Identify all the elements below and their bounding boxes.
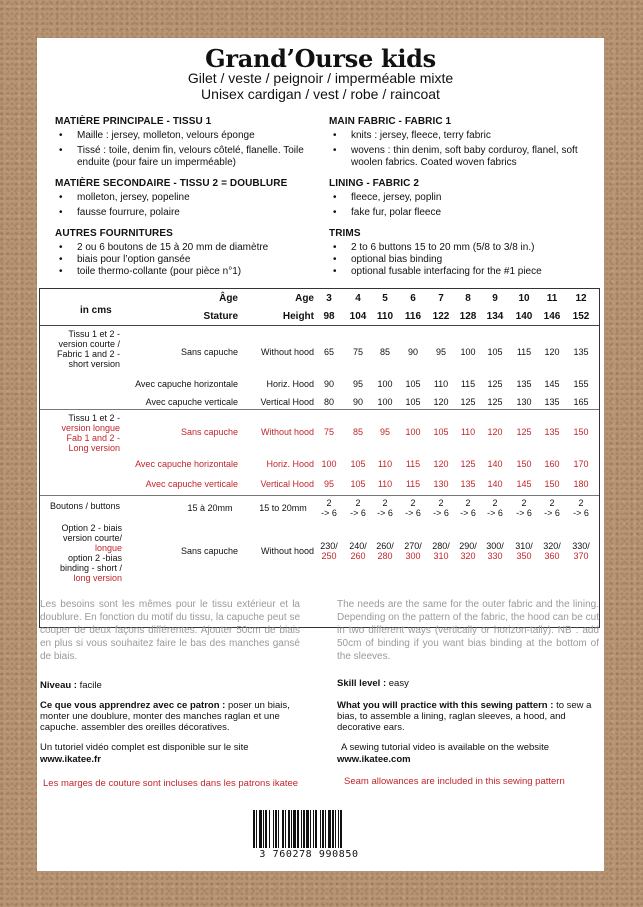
- stature-label-fr: Stature: [203, 311, 238, 322]
- table-cell: 125: [487, 379, 503, 389]
- buttons-count-bottom: -> 6: [460, 508, 476, 518]
- table-cell: 145: [516, 479, 532, 489]
- row-label-fr: Sans capuche: [180, 347, 238, 357]
- barcode: [245, 810, 373, 860]
- buttons-count-top: 2: [578, 498, 584, 508]
- list-item: • Maille : jersey, molleton, velours éponge: [55, 130, 330, 142]
- row-label-fr: Avec capuche verticale: [145, 479, 238, 489]
- option-cell-bottom: 310: [433, 551, 449, 561]
- level-en: Skill level : easy: [337, 678, 409, 689]
- table-cell: 100: [377, 397, 393, 407]
- barcode-bar: [301, 810, 302, 848]
- height-cell: 140: [515, 311, 533, 322]
- list-item: • biais pour l’option gansée: [55, 254, 330, 266]
- height-cell: 122: [432, 311, 450, 322]
- table-cell: 140: [487, 479, 503, 489]
- buttons-count-top: 2: [521, 498, 527, 508]
- list-item: • wovens : thin denim, soft baby corduroy, flanel, soft woolen fabrics. Coated woven fabrics: [329, 145, 599, 169]
- supplies-heading-fr: AUTRES FOURNITURES: [55, 228, 173, 239]
- age-cell: 4: [355, 293, 361, 304]
- barcode-bar: [313, 810, 314, 848]
- list-item: • Tissé : toile, denim fin, velours côtelé, flanelle. Toile enduite (pour faire un imperméable): [55, 145, 330, 169]
- barcode-bar: [306, 810, 309, 848]
- barcode-bar: [315, 810, 317, 848]
- height-cell: 110: [376, 311, 394, 322]
- table-cell: 100: [460, 347, 476, 357]
- table-cell: 75: [323, 427, 334, 437]
- age-cell: 8: [465, 293, 471, 304]
- table-cell: 115: [405, 459, 421, 469]
- table-cell: 80: [323, 397, 334, 407]
- barcode-bar: [291, 810, 292, 848]
- height-cell: 152: [572, 311, 590, 322]
- table-cell: 115: [460, 379, 476, 389]
- barcode-bar: [275, 810, 277, 848]
- buttons-count-top: 2: [465, 498, 471, 508]
- table-cell: 90: [407, 347, 418, 357]
- table-cell: 145: [544, 379, 560, 389]
- table-cell: 110: [377, 459, 393, 469]
- option-cell-top: 300/: [486, 541, 504, 551]
- row-label-en: Horiz. Hood: [266, 459, 314, 469]
- height-cell: 104: [349, 311, 367, 322]
- table-cell: 180: [573, 479, 589, 489]
- learn-en: What you will practice with this sewing pattern : to sew a bias, to assemble a lining, raglan sleeves, a hood, and decorative ears.: [337, 700, 592, 733]
- supplies-list-fr: [55, 242, 330, 278]
- table-cell: 120: [487, 427, 503, 437]
- table-cell: 95: [379, 427, 390, 437]
- option-label-en: Without hood: [260, 546, 314, 556]
- barcode-bar: [340, 810, 342, 848]
- age-cell: 10: [518, 293, 530, 304]
- buttons-count-top: 2: [492, 498, 498, 508]
- barcode-bar: [285, 810, 286, 848]
- barcode-bar: [297, 810, 299, 848]
- list-item: • fausse fourrure, polaire: [55, 207, 330, 219]
- age-cell: 11: [546, 293, 558, 304]
- seam-allowance-fr: Les marges de couture sont incluses dans les patrons ikatee: [43, 778, 299, 789]
- subtitle-en: Unisex cardigan / vest / robe / raincoat: [201, 86, 440, 102]
- barcode-bar: [278, 810, 279, 848]
- buttons-count-bottom: -> 6: [405, 508, 421, 518]
- table-cell: 95: [352, 379, 363, 389]
- table-cell: 100: [321, 459, 337, 469]
- row-label-fr: Avec capuche horizontale: [135, 379, 238, 389]
- option-cell-top: 290/: [459, 541, 477, 551]
- buttons-count-bottom: -> 6: [544, 508, 560, 518]
- barcode-bar: [293, 810, 296, 848]
- option-cell-bottom: 260: [350, 551, 366, 561]
- height-label-en: Height: [282, 311, 314, 322]
- table-cell: 75: [352, 347, 363, 357]
- buttons-size-en: 15 to 20mm: [259, 503, 307, 513]
- option-cell-bottom: 320: [460, 551, 476, 561]
- barcode-bar: [253, 810, 255, 848]
- buttons-count-bottom: -> 6: [350, 508, 366, 518]
- height-cell: 98: [323, 311, 335, 322]
- subtitle-fr: Gilet / veste / peignoir / imperméable mixte: [187, 70, 454, 86]
- table-cell: 125: [487, 397, 503, 407]
- website-link-fr[interactable]: www.ikatee.fr: [40, 754, 101, 765]
- barcode-bar: [259, 810, 262, 848]
- seam-allowance-en: Seam allowances are included in this sewing pattern: [344, 776, 565, 787]
- option-cell-bottom: 330: [487, 551, 503, 561]
- table-cell: 90: [323, 379, 334, 389]
- notes-paragraph-en: The needs are the same for the outer fabric and the lining. Depending on the pattern of the fabric, the hood can be cut in two different ways (vertically or horizon-tally). NB : add 50cm of binding if you want bias binding at the bottom of the sleeves.: [337, 599, 599, 662]
- table-cell: 165: [573, 397, 589, 407]
- height-cell: 128: [459, 311, 477, 322]
- barcode-bar: [322, 810, 324, 848]
- main-fabric-heading-en: MAIN FABRIC - FABRIC 1: [329, 116, 452, 127]
- table-cell: 95: [323, 479, 334, 489]
- option-cell-bottom: 370: [573, 551, 589, 561]
- table-cell: 95: [435, 347, 446, 357]
- video-fr: Un tutoriel vidéo complet est disponible sur le site: [40, 742, 249, 753]
- table-cell: 90: [352, 397, 363, 407]
- lining-heading-fr: MATIÈRE SECONDAIRE - TISSU 2 = DOUBLURE: [55, 178, 288, 189]
- age-cell: 9: [492, 293, 498, 304]
- main-fabric-list-en: [329, 130, 599, 169]
- table-cell: 105: [433, 427, 449, 437]
- option-cell-bottom: 250: [321, 551, 337, 561]
- level-fr: Niveau : facile: [40, 680, 102, 691]
- list-item: • optional fusable interfacing for the #1 piece: [329, 266, 599, 278]
- video-en: A sewing tutorial video is available on the website: [341, 742, 550, 753]
- table-cell: 135: [460, 479, 476, 489]
- age-cell: 3: [326, 293, 332, 304]
- table-cell: 85: [379, 347, 390, 357]
- table-cell: 105: [405, 397, 421, 407]
- barcode-bar: [310, 810, 311, 848]
- table-cell: 140: [487, 459, 503, 469]
- buttons-count-top: 2: [549, 498, 555, 508]
- table-cell: 120: [544, 347, 560, 357]
- table-cell: 135: [516, 379, 532, 389]
- notes-paragraph-fr: Les besoins sont les mêmes pour le tissu extérieur et la doublure. En fonction du motif du tissu, la capuche peut se couper de deux façons différentes. Ajouter 50cm de biais en plus si vous souhaitez faire le bas des manches gansé de biais.: [40, 599, 300, 662]
- table-cell: 150: [544, 479, 560, 489]
- table-cell: 115: [405, 479, 421, 489]
- table-cell: 110: [460, 427, 476, 437]
- buttons-count-bottom: -> 6: [377, 508, 393, 518]
- list-item: • molleton, jersey, popeline: [55, 192, 330, 204]
- age-label-en: Age: [295, 293, 314, 304]
- main-fabric-heading-fr: MATIÈRE PRINCIPALE - TISSU 1: [55, 116, 212, 127]
- table-cell: 115: [516, 347, 532, 357]
- buttons-size-fr: 15 à 20mm: [187, 503, 233, 513]
- barcode-bar: [265, 810, 267, 848]
- option-cell-top: 270/: [404, 541, 422, 551]
- table-cell: 65: [323, 347, 334, 357]
- height-cell: 116: [404, 311, 422, 322]
- barcode-digits: 3 760278 990850: [259, 849, 359, 860]
- table-cell: 125: [516, 427, 532, 437]
- option-cell-bottom: 280: [377, 551, 393, 561]
- buttons-count-top: 2: [382, 498, 388, 508]
- option-cell-bottom: 350: [516, 551, 532, 561]
- fabric-requirements-fr: [55, 116, 330, 278]
- option-label-fr: Sans capuche: [180, 546, 238, 556]
- option-cell-bottom: 360: [544, 551, 560, 561]
- buttons-count-bottom: -> 6: [516, 508, 532, 518]
- barcode-bar: [282, 810, 284, 848]
- lining-list-en: [329, 192, 599, 219]
- table-cell: 125: [460, 459, 476, 469]
- table-cell: 135: [544, 427, 560, 437]
- barcode-bar: [288, 810, 290, 848]
- option-label: Option 2 - biais version courte/ longue option 2 -bias binding - short / long version: [59, 523, 122, 583]
- barcode-bar: [335, 810, 336, 848]
- barcode-bar: [338, 810, 339, 848]
- age-cell: 5: [382, 293, 388, 304]
- barcode-bar: [303, 810, 305, 848]
- table-cell: 105: [350, 479, 366, 489]
- header-divider: [40, 325, 599, 326]
- buttons-count-top: 2: [438, 498, 444, 508]
- row-label-en: Without hood: [260, 427, 314, 437]
- table-cell: 120: [433, 459, 449, 469]
- trims-heading-en: TRIMS: [329, 228, 361, 239]
- barcode-bar: [328, 810, 331, 848]
- buttons-count-top: 2: [326, 498, 332, 508]
- buttons-label: Boutons / buttons: [49, 501, 120, 511]
- table-cell: 160: [544, 459, 560, 469]
- buttons-count-bottom: -> 6: [487, 508, 503, 518]
- table-cell: 130: [433, 479, 449, 489]
- list-item: • optional bias binding: [329, 254, 599, 266]
- option-cell-top: 240/: [349, 541, 367, 551]
- row-label-en: Vertical Hood: [260, 479, 314, 489]
- table-cell: 130: [516, 397, 532, 407]
- table-cell: 170: [573, 459, 589, 469]
- list-item: • 2 to 6 buttons 15 to 20 mm (5/8 to 3/8 in.): [329, 242, 599, 254]
- group-label-short: Tissu 1 et 2 - version courte / Fabric 1 and 2 - short version: [56, 329, 120, 369]
- table-cell: 85: [352, 427, 363, 437]
- row-label-en: Horiz. Hood: [266, 379, 314, 389]
- list-item: • toile thermo-collante (pour pièce n°1): [55, 266, 330, 278]
- barcode-bar: [269, 810, 270, 848]
- group-divider: [40, 409, 599, 410]
- barcode-bar: [263, 810, 264, 848]
- table-cell: 135: [544, 397, 560, 407]
- barcode-bar: [256, 810, 257, 848]
- table-cell: 105: [350, 459, 366, 469]
- buttons-count-top: 2: [355, 498, 361, 508]
- height-cell: 146: [543, 311, 561, 322]
- main-fabric-list-fr: [55, 130, 330, 169]
- option-cell-top: 230/: [320, 541, 338, 551]
- age-cell: 6: [410, 293, 416, 304]
- unit-label: in cms: [80, 305, 112, 316]
- age-cell: 7: [438, 293, 444, 304]
- row-label-fr: Avec capuche horizontale: [135, 459, 238, 469]
- row-label-en: Without hood: [260, 347, 314, 357]
- table-cell: 125: [460, 397, 476, 407]
- list-item: • 2 ou 6 boutons de 15 à 20 mm de diamètre: [55, 242, 330, 254]
- height-cell: 134: [486, 311, 504, 322]
- row-label-fr: Sans capuche: [180, 427, 238, 437]
- table-cell: 120: [433, 397, 449, 407]
- table-cell: 110: [377, 479, 393, 489]
- table-cell: 100: [405, 427, 421, 437]
- lining-list-fr: [55, 192, 330, 219]
- learn-fr: Ce que vous apprendrez avec ce patron : poser un biais, monter une doublure, monter des manches raglan et une capuche. assembler des oreilles décoratives.: [40, 700, 290, 733]
- table-cell: 150: [516, 459, 532, 469]
- age-cell: 12: [575, 293, 587, 304]
- table-cell: 110: [433, 379, 449, 389]
- buttons-count-bottom: -> 6: [433, 508, 449, 518]
- barcode-bar: [320, 810, 321, 848]
- list-item: • knits : jersey, fleece, terry fabric: [329, 130, 599, 142]
- barcode-bar: [332, 810, 334, 848]
- table-cell: 135: [573, 347, 589, 357]
- barcode-bar: [325, 810, 326, 848]
- lining-heading-en: LINING - FABRIC 2: [329, 178, 420, 189]
- row-label-en: Vertical Hood: [260, 397, 314, 407]
- instruction-sheet: [37, 38, 604, 871]
- list-item: • fake fur, polar fleece: [329, 207, 599, 219]
- barcode-bars: [253, 810, 369, 848]
- buttons-count-bottom: -> 6: [321, 508, 337, 518]
- trims-list-en: [329, 242, 599, 278]
- table-cell: 105: [405, 379, 421, 389]
- option-cell-top: 260/: [376, 541, 394, 551]
- buttons-count-bottom: -> 6: [573, 508, 589, 518]
- website-link-en[interactable]: www.ikatee.com: [337, 754, 411, 765]
- table-cell: 100: [377, 379, 393, 389]
- yardage-table: [39, 288, 600, 628]
- table-cell: 150: [573, 427, 589, 437]
- group-divider: [40, 495, 599, 496]
- age-label-fr: Âge: [219, 293, 238, 304]
- pattern-title: Grand’Ourse kids: [205, 44, 436, 73]
- option-cell-top: 280/: [432, 541, 450, 551]
- option-cell-bottom: 300: [405, 551, 421, 561]
- list-item: • fleece, jersey, poplin: [329, 192, 599, 204]
- option-cell-top: 320/: [543, 541, 561, 551]
- table-cell: 105: [487, 347, 503, 357]
- table-cell: 155: [573, 379, 589, 389]
- option-cell-top: 310/: [515, 541, 533, 551]
- barcode-bar: [273, 810, 274, 848]
- fabric-requirements-en: [329, 116, 599, 278]
- row-label-fr: Avec capuche verticale: [145, 397, 238, 407]
- group-label-long: Tissu 1 et 2 - version longue Fab 1 and 2 - Long version: [61, 413, 120, 453]
- option-cell-top: 330/: [572, 541, 590, 551]
- buttons-count-top: 2: [410, 498, 416, 508]
